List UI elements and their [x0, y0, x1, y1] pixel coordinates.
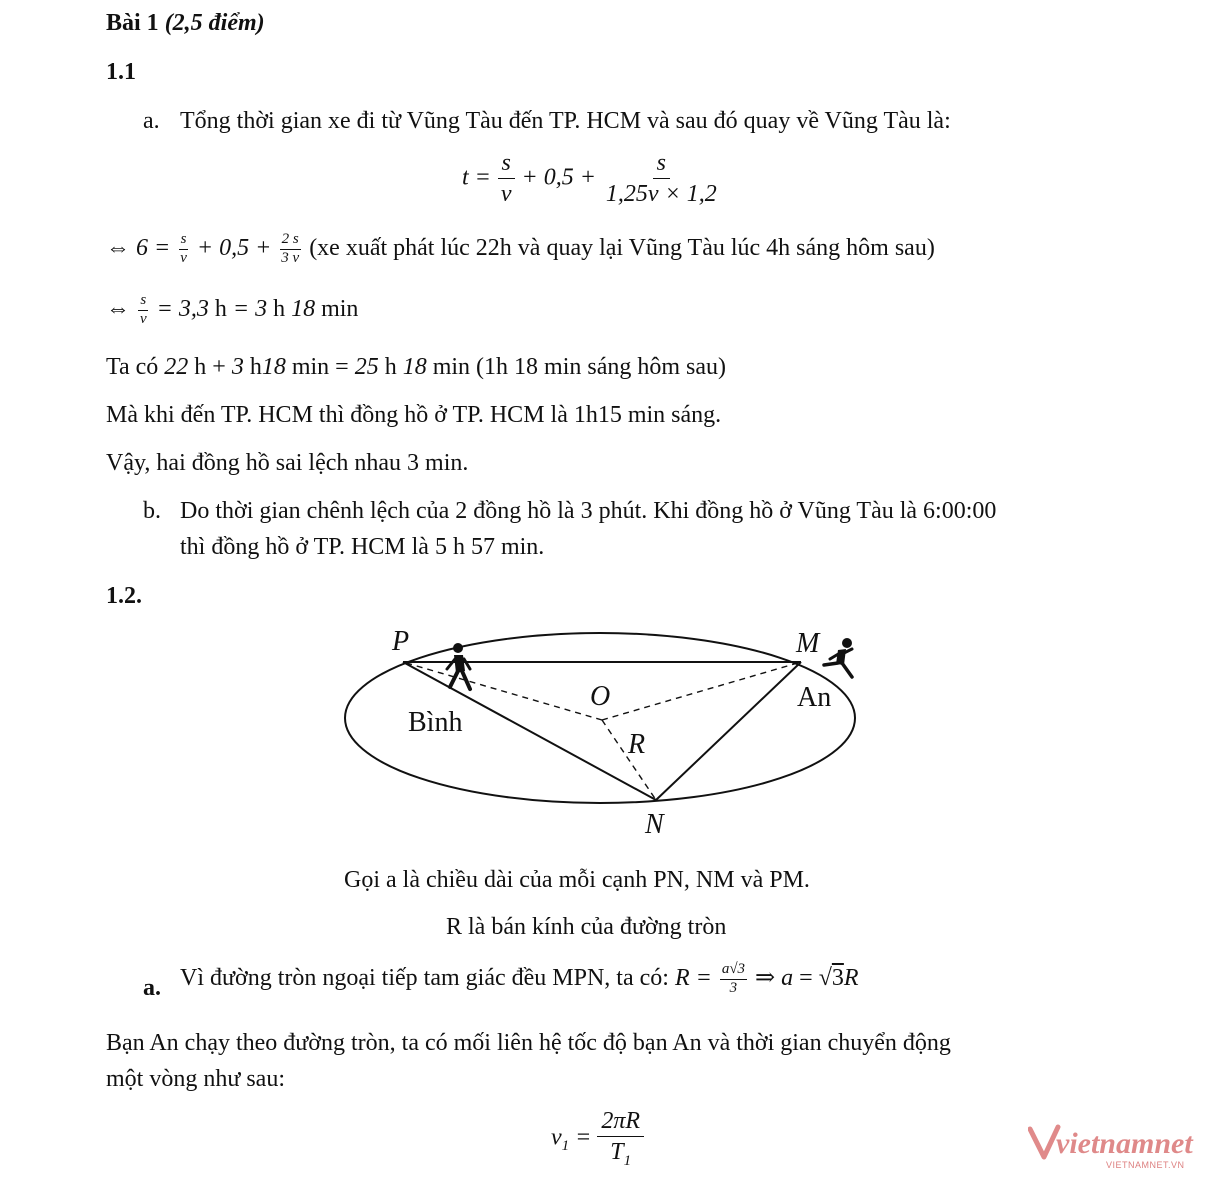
section-1-1-label: 1.1	[106, 59, 136, 85]
paragraph-line-2: một vòng như sau:	[106, 1066, 286, 1092]
problem-points: (2,5 điểm)	[164, 10, 265, 36]
vietnamnet-watermark	[1028, 1117, 1200, 1172]
item-1-2-a-marker: a.	[143, 975, 161, 1001]
item-a-marker: a.	[143, 108, 160, 134]
runner-an-icon	[824, 638, 852, 677]
label-n: N	[645, 809, 664, 840]
paragraph-line-1: Bạn An chạy theo đường tròn, ta có mối liên hệ tốc độ bạn An và thời gian chuyển động	[106, 1030, 951, 1056]
equation-note: (xe xuất phát lúc 22h và quay lại Vũng Tàu lúc 4h sáng hôm sau)	[309, 234, 935, 261]
section-1-2-label: 1.2.	[106, 583, 142, 609]
equation-total-time: t = $\frac{s}{v}$ + 0,5 + $\frac{s}{1,25v \times 1,2}$	[462, 150, 721, 208]
circle-track-figure	[330, 615, 890, 845]
item-b-line-2: thì đồng hồ ở TP. HCM là 5 h 57 min.	[180, 534, 545, 560]
conclusion-line: Vậy, hai đồng hồ sai lệch nhau 3 min.	[106, 450, 469, 476]
problem-number: Bài 1	[106, 10, 159, 36]
watermark-brand: vietnamnet	[1056, 1127, 1193, 1160]
label-o: O	[590, 681, 611, 712]
item-b-marker: b.	[143, 498, 161, 524]
label-binh: Bình	[408, 707, 463, 738]
figure-caption-2: R là bán kính của đường tròn	[446, 914, 727, 940]
figure-caption-1: Gọi a là chiều dài của mỗi cạnh PN, NM và PM.	[344, 867, 810, 893]
problem-title	[106, 9, 265, 38]
label-p: P	[392, 626, 410, 657]
watermark-site: VIETNAMNET.VN	[1106, 1160, 1185, 1170]
label-an: An	[797, 682, 832, 713]
label-r: R	[628, 729, 646, 760]
item-b-line-1: Do thời gian chênh lệch của 2 đồng hồ là 3 phút. Khi đồng hồ ở Vũng Tàu là 6:00:00	[180, 498, 997, 524]
label-m: M	[796, 628, 820, 659]
equation-six-hours: ⇔ 6 = $\frac{s}{v}$ + 0,5 + $\frac{2 s}{3 v}$ (xe xuất phát lúc 22h và quay lại Vũng Tàu lúc 4h sáng hôm sau)	[106, 231, 935, 266]
arrival-time-line: Ta có 22 h + 3 h18 min = 25 h 18 min (1h 18 min sáng hôm sau)	[106, 354, 727, 380]
fraction-return: $\frac{s}{1,25v \times 1,2}$	[605, 150, 717, 208]
fraction-s-over-v: $\frac{s}{v}$	[497, 150, 516, 208]
item-a-text: Tổng thời gian xe đi từ Vũng Tàu đến TP. HCM và sau đó quay về Vũng Tàu là:	[180, 108, 951, 134]
equation-speed-an: $v_1$ = $\frac{2\pi R}{T_1}$	[551, 1108, 644, 1170]
equation-travel-time: ⇔ $\frac{s}{v}$ = 3,3 h = 3 h 18 min	[106, 292, 359, 327]
item-1-2-a-line: Vì đường tròn ngoại tiếp tam giác đều MPN, ta có: R = $\frac{a√3}{3}$ ⇒ a = √3R	[180, 961, 859, 996]
clock-hcm-line: Mà khi đến TP. HCM thì đồng hồ ở TP. HCM là 1h15 min sáng.	[106, 402, 722, 428]
